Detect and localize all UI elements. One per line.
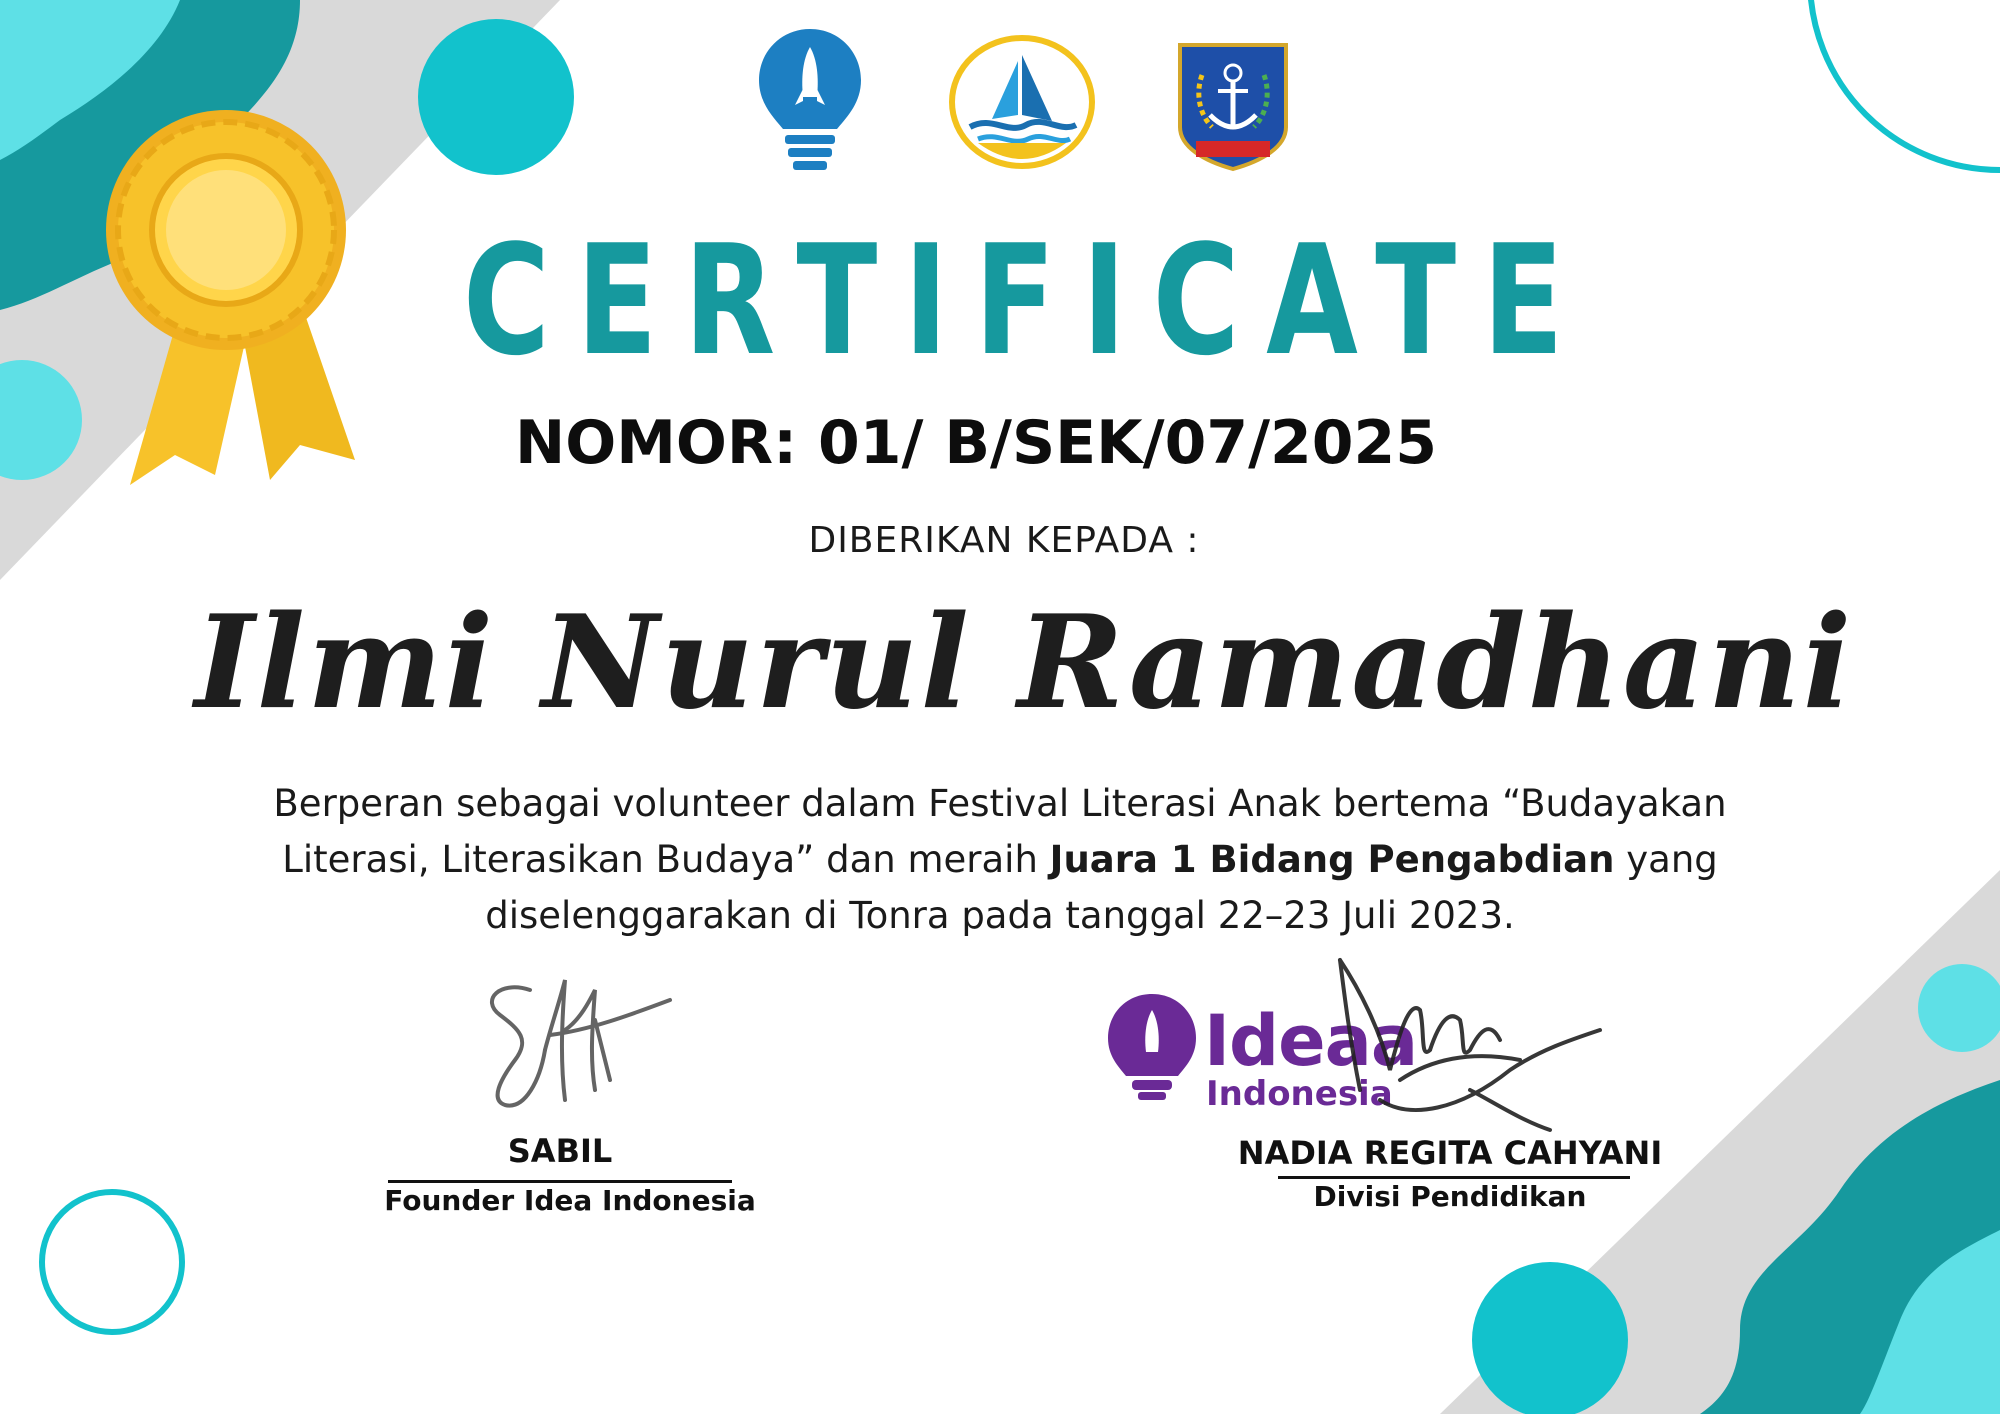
description-part-2: yang diselenggarakan di Tonra pada tanggal 22–23 Juli 2023. bbox=[485, 838, 1718, 937]
bottom-left-outline-circle bbox=[42, 1192, 182, 1332]
ideaa-stamp-bulb-icon bbox=[1104, 992, 1200, 1104]
top-right-outline-circle bbox=[1810, 0, 2000, 170]
signatory-role-right: Divisi Pendidikan bbox=[1313, 1180, 1587, 1213]
description-highlight: Juara 1 Bidang Pengabdian bbox=[1049, 838, 1615, 881]
signature-line-left bbox=[388, 1180, 732, 1183]
signatory-name-right: NADIA REGITA CAHYANI bbox=[1237, 1134, 1663, 1172]
recipient-name: Ilmi Nurul Ramadhani bbox=[194, 588, 1854, 738]
bottom-cyan-circle bbox=[1472, 1262, 1628, 1414]
ideaa-stamp-word: Ideaa bbox=[1204, 1000, 1418, 1082]
given-to-label: DIBERIKAN KEPADA : bbox=[808, 520, 1200, 561]
ideaa-lightbulb-rocket-logo bbox=[755, 25, 865, 175]
signatory-role-left: Founder Idea Indonesia bbox=[384, 1184, 756, 1217]
certificate-number: NOMOR: 01/ B/SEK/07/2025 bbox=[515, 408, 1437, 478]
description-part-1: Berperan sebagai volunteer dalam Festival Literasi Anak bertema “Budayakan Literasi, Literasikan Budaya” dan meraih bbox=[273, 782, 1727, 881]
ideaa-stamp-subtitle: Indonesia bbox=[1206, 1074, 1393, 1114]
politeknik-kelautan-perikanan-bone-logo bbox=[948, 35, 1096, 170]
certificate-title: CERTIFICATE bbox=[462, 212, 1591, 389]
certificate-description bbox=[230, 776, 1770, 944]
signatory-name-left: SABIL bbox=[507, 1132, 613, 1170]
signature-nadia bbox=[1320, 950, 1620, 1150]
signature-line-right bbox=[1278, 1176, 1630, 1179]
kabupaten-bone-emblem bbox=[1172, 35, 1294, 173]
top-cyan-circle bbox=[418, 19, 574, 175]
signature-sabil bbox=[470, 960, 690, 1120]
